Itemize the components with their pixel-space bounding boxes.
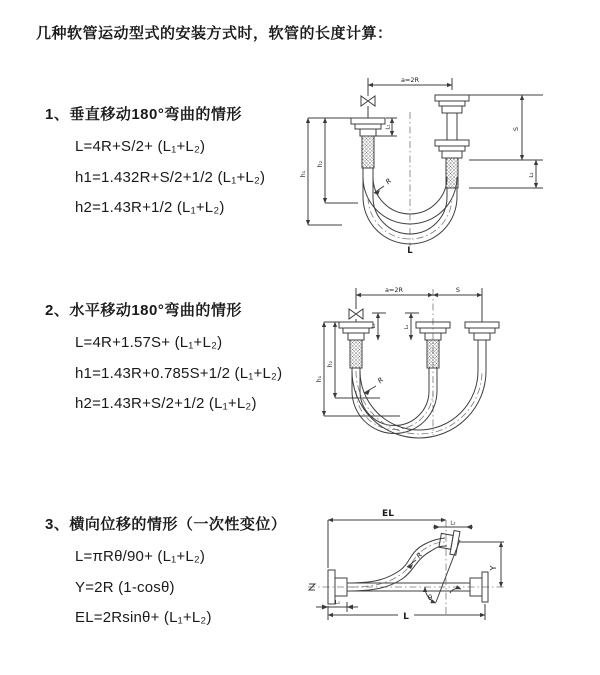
- formula-line: L=4R+1.57S+ (L₁+L₂): [75, 334, 223, 351]
- braided-hose-section: [427, 340, 439, 368]
- page-title: 几种软管运动型式的安装方式时，软管的长度计算：: [36, 25, 393, 42]
- l1-dim-label: L₁: [334, 600, 341, 606]
- diagram-lateral-displacement: [300, 500, 600, 665]
- el-dim-label: EL: [382, 509, 394, 519]
- section-3: [45, 514, 310, 634]
- diagram-1-linework: [308, 78, 543, 246]
- section-1-heading: 1、垂直移动180°弯曲的情形: [45, 106, 242, 123]
- formula-line: h2=1.43R+1/2 (L₁+L₂): [75, 199, 225, 216]
- l2-dim-label: L₂: [529, 172, 535, 178]
- theta-label: θ: [427, 594, 433, 602]
- section-2-heading: 2、水平移动180°弯曲的情形: [45, 302, 242, 319]
- s-dim-label: S: [512, 126, 520, 132]
- formula-line: L=4R+S/2+ (L₁+L₂): [75, 138, 206, 155]
- braided-hose-section: [350, 340, 362, 368]
- diagram-vertical-180-bend: [300, 72, 595, 265]
- l1-dim-label: L₁: [385, 124, 392, 130]
- formula-line: h1=1.432R+S/2+1/2 (L₁+L₂): [75, 168, 266, 186]
- diagram-horizontal-180-bend: [300, 283, 600, 470]
- diagram-3-labels: [335, 509, 498, 622]
- y-dim-label: Y: [489, 565, 498, 571]
- l2-dim-label: L₂: [404, 324, 410, 330]
- section-1: [45, 104, 310, 224]
- formula-line: Y=2R (1-cosθ): [75, 578, 175, 596]
- section-2: [45, 300, 310, 420]
- h2-dim-label: h₂: [317, 160, 324, 168]
- radius-label: R: [376, 375, 386, 386]
- length-label: L: [403, 612, 409, 622]
- h2-dim-label: h₂: [327, 360, 334, 368]
- length-label: L: [407, 246, 413, 256]
- radius-label: R: [384, 176, 394, 187]
- valve-symbol: [349, 309, 363, 319]
- diagram-2-labels: [316, 286, 460, 385]
- s-dim-label: S: [455, 286, 461, 294]
- diagram-2-linework: [324, 288, 499, 438]
- diagram-1-labels: [300, 76, 535, 256]
- formula-line: h1=1.43R+0.785S+1/2 (L₁+L₂): [75, 364, 283, 382]
- span-dim-label: a=2R: [400, 76, 420, 84]
- formula-line: h2=1.43R+S/2+1/2 (L₁+L₂): [75, 395, 257, 412]
- span-dim-label: a=2R: [384, 286, 404, 294]
- formula-line: EL=2Rsinθ+ (L₁+L₂): [75, 609, 212, 626]
- braided-hose-section: [362, 136, 374, 168]
- radius-label: R: [415, 551, 425, 561]
- l1-dim-label: L₁: [371, 323, 377, 329]
- h1-dim-label: h₁: [316, 375, 323, 383]
- section-3-heading: 3、横向位移的情形（一次性变位）: [45, 516, 287, 533]
- l2-dim-label: L₂: [450, 520, 456, 527]
- valve-symbol: [361, 96, 375, 106]
- h1-dim-label: h₁: [300, 170, 307, 178]
- formula-line: L=πRθ/90+ (L₁+L₂): [75, 548, 206, 565]
